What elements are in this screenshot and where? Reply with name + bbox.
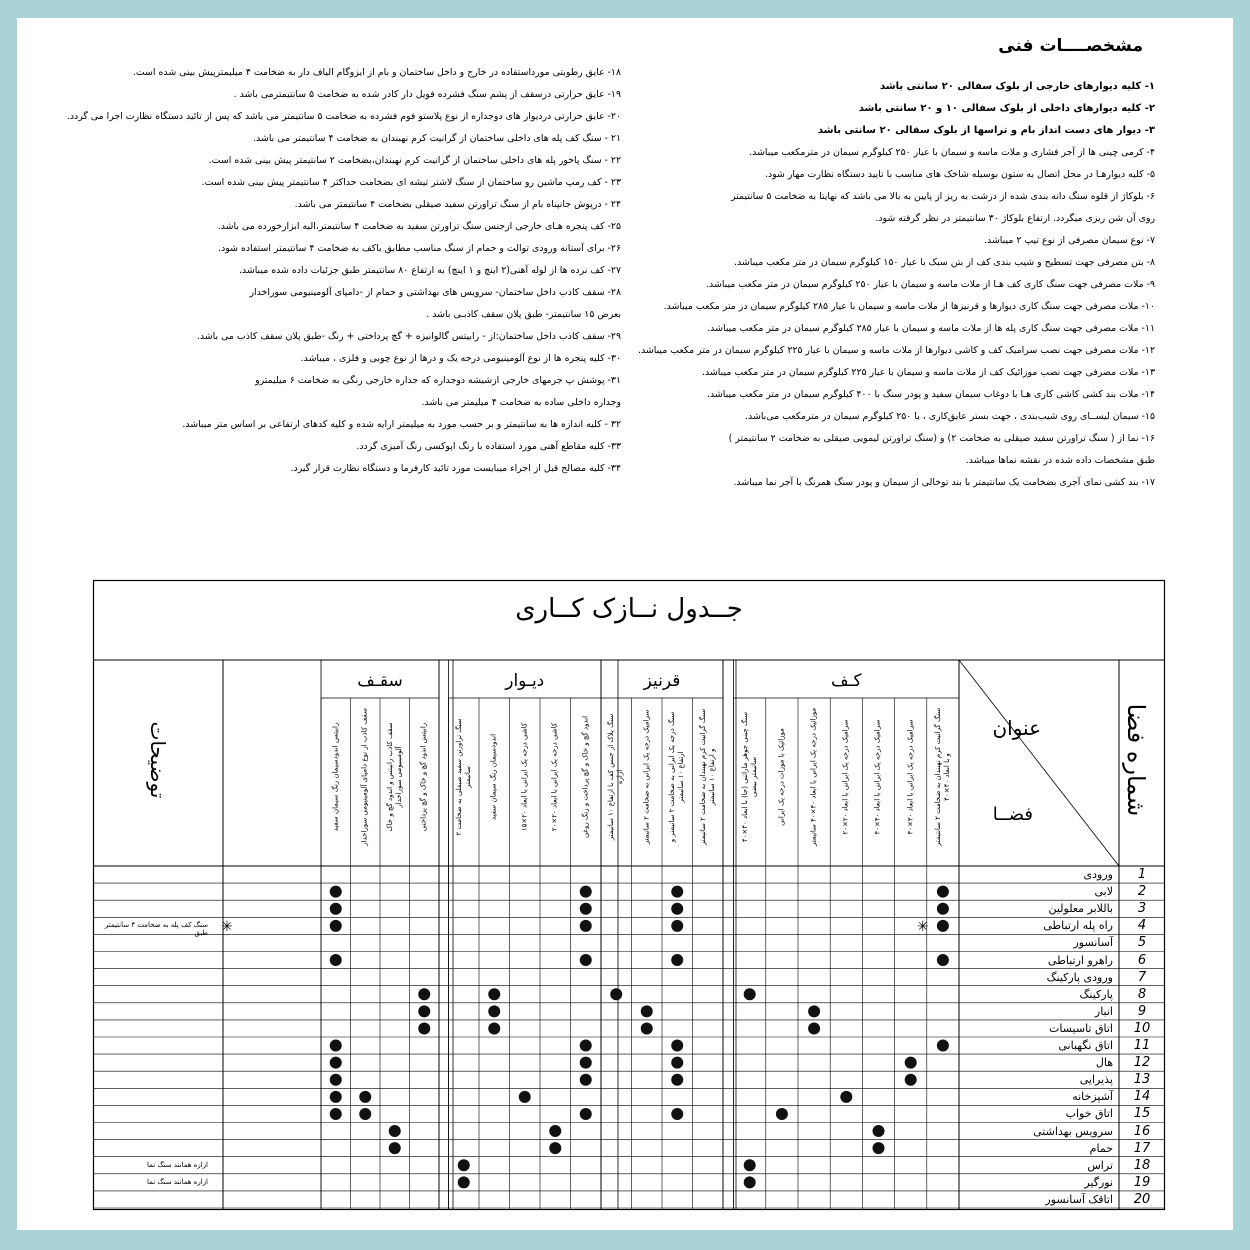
specs-right-column (635, 76, 1155, 494)
row-space-name: آسانسور (1073, 936, 1113, 950)
row-number: 3 (1137, 901, 1147, 917)
row-number: 7 (1137, 969, 1147, 985)
finish-mark (458, 1159, 470, 1171)
finish-mark (330, 1074, 342, 1086)
spec-item: ۱- کلیه دیوارهای خارجی از بلوک سفالی ۲۰ سانتی باشد (880, 81, 1155, 92)
row-space-name: باللابر معلولین (1048, 902, 1113, 916)
finish-mark (808, 1005, 820, 1017)
spec-item: ۱۲- ملات مصرفی جهت نصب سرامیک کف و کاشی دیوارها از ملات ماسه و سیمان با عیار ۲۲۵ کیلوگرم سیمان در متر مکعب میباشد. (637, 345, 1155, 356)
spec-item: ۱۵- سیمان لیســای روی شیب‌بندی ، جهت بستر عایق‌کاری ، با ۲۵۰ کیلوگرم سیمان در مترمکعب می‌باشد. (745, 411, 1155, 422)
column-header: کاشی درجه یک ایرانی با ابعاد ۲۰×۲۰ (550, 722, 559, 832)
row-space-name: انبار (1094, 1004, 1113, 1018)
finish-mark (641, 1022, 653, 1034)
finish-mark (580, 1074, 592, 1086)
row-space-name: اتاقک آسانسور (1045, 1192, 1113, 1206)
finish-mark (905, 1057, 917, 1069)
group-header: سقـف (357, 671, 403, 691)
asterisk-icon: ✳ (221, 918, 233, 935)
finish-mark (671, 1057, 683, 1069)
finish-mark (937, 954, 949, 966)
finish-mark (937, 903, 949, 915)
row-number: 19 (1133, 1174, 1151, 1190)
spec-item: ۱۸- عایق رطوبتی مورداستفاده در خارج و داخل ساختمان و بام از ایزوگام الیاف دار به ضخامت ۴ میلیمترپیش بینی شده است. (132, 67, 621, 78)
column-header: اندود گچ و خاک و گچ پرداخت و رنگ روغن (581, 715, 590, 839)
finish-mark (580, 903, 592, 915)
row-space-name: اتاق خواب (1065, 1107, 1113, 1121)
finish-mark (330, 1040, 342, 1052)
finish-mark (330, 903, 342, 915)
row-space-name: ورودی پارکینگ (1046, 970, 1113, 984)
finish-mark (671, 954, 683, 966)
finish-mark (488, 1005, 500, 1017)
notes-column-header: توضیحات (146, 721, 170, 799)
finish-mark (580, 1040, 592, 1052)
finish-mark (580, 1108, 592, 1120)
column-header: سقف کاذب از نوع دامپای آلومینیومی سوراخدار (360, 708, 369, 846)
finish-mark (359, 1091, 371, 1103)
finish-mark (937, 920, 949, 932)
spec-item: ۲۹- سقف کاذب داخل ساختمان:از - رابیتس گالوانیزه + گچ پرداختی + رنگ -طبق پلان سقف کاذب می باشد. (196, 331, 621, 342)
spec-item: ۲۲ - سنگ پاخور پله های داخلی ساختمان از گرانیت کرم نهبندان،بضخامت ۲ سانتیمتر پیش بینی شده است. (208, 155, 621, 166)
column-header: رابیتس اندود گچ و خاک و گچ پرداختی (419, 722, 428, 832)
spec-item: ۳۰- کلیه پنجره ها از نوع آلومینیومی درجه یک و درها از نوع چوبی و فلزی ، میباشد. (300, 353, 621, 364)
spec-item: ۲۶- برای آستانه ورودی توالت و حمام از سنگ مناسب مطابق باکف به ضخامت ۴ سانتیمتر استفاده شود. (218, 243, 621, 254)
finish-mark (840, 1091, 852, 1103)
column-header: کاشی درجه یک ایرانی با ابعاد ۲۰×۱۵ (520, 722, 529, 832)
finish-mark (671, 1040, 683, 1052)
spec-item: ۲۴ - درپوش جانپناه بام از سنگ تراورتن سفید صیقلی بضخامت ۴ سانتیمتر می باشد. (294, 199, 621, 210)
specs-title: مشخصــــات فنی (998, 36, 1143, 56)
finish-mark (330, 1057, 342, 1069)
column-header: سرامیک درجه یک ایرانی با ابعاد ۴۰×۴۰ (873, 719, 882, 835)
spec-item: طبق مشخصات داده شده در نقشه نماها میباشد. (965, 455, 1155, 466)
finish-mark (937, 886, 949, 898)
row-note: ازاره همانند سنگ نما (147, 1177, 208, 1186)
column-header: سنگ پلاک از جنس کف با ارتفاع ۱۰ ساتیمتر ازاره (607, 713, 625, 841)
spec-item: ۲۷- کف نرده ها از لوله آهنی(۲ اینچ و ۱ اینچ) به ارتفاع ۸۰ سانتیمتر طبق جزئیات داده شده میباشد. (238, 265, 621, 276)
finish-mark (580, 954, 592, 966)
finish-mark (808, 1022, 820, 1034)
finish-mark (359, 1108, 371, 1120)
finish-mark (671, 1108, 683, 1120)
row-number: 14 (1133, 1089, 1151, 1105)
column-header: سنگ گرانیت کرم نهبندان به ضخامت ۲ سانتیمتر و با ابعاد ۴۰×۴۰ (933, 707, 951, 847)
group-header: دیـوار (505, 671, 545, 691)
finish-mark (330, 954, 342, 966)
spec-item: ۲۱ - سنگ کف پله های داخلی ساختمان از گرانیت کرم نهبندان به ضخامت ۴ سانتیمتر می باشد. (253, 133, 621, 144)
column-header: سنگ چینی جوهر ماراتنی (جا) با ابعاد ۴۰×۴۰ ساتیمتر بیضی (740, 711, 758, 843)
row-number: 5 (1137, 935, 1147, 951)
finish-mark (744, 988, 756, 1000)
row-number: 9 (1137, 1003, 1147, 1019)
number-column-header: شماره فضا (1122, 703, 1150, 817)
column-header: اندودسیمان رنگ سیمان سفید (489, 733, 498, 821)
spec-item: ۲- کلیه دیوارهای داخلی از بلوک سفالی ۱۰ و ۲۰ سانتی باشد (858, 103, 1155, 114)
finish-mark (905, 1074, 917, 1086)
row-number: 10 (1133, 1020, 1151, 1036)
spec-item: ۲۳ - کف رمپ ماشین رو ساختمان از سنگ لاشتر تیشه ای بضخامت حداکثر ۴ سانتیمتر پیش بینی شده است. (201, 177, 621, 188)
row-number: 18 (1133, 1157, 1151, 1173)
spec-item: ۴- کرمی چینی ها از آجر فشاری و ملات ماسه و سیمان با عیار ۲۵۰ کیلوگرم سیمان در مترمکعب میباشد. (749, 147, 1155, 158)
spec-item: ۲۰- عایق حرارتی دردیوار های دوجداره از نوع پلاستو فوم فشرده به ضخامت ۵ سانتیمتر می باشد که پس از تائید دستگاه نظارت اجرا می گردد. (66, 111, 621, 122)
drawing-sheet (17, 18, 1233, 1230)
spec-item: ۲۸- سقف کاذب داخل ساختمان- سرویس های بهداشتی و حمام از -دامپای آلومینیومی سوراخدار (249, 287, 621, 298)
row-space-name: پذیرایی (1079, 1073, 1113, 1087)
spec-item: وجداره داخلی ساده به ضخامت ۴ میلیمتر می باشد. (421, 397, 621, 408)
finish-mark (671, 1074, 683, 1086)
column-header: موزائیک درجه یک ایرانی با ابعاد ۴۰×۴۰ ساتیمتر (809, 707, 818, 847)
row-number: 4 (1137, 918, 1147, 934)
spec-item: ۱۶- نما از ( سنگ تراورتن سفید صیقلی به ضخامت ۲) و (سنگ تراورتن لیمویی صیقلی به ضخامت ۲ سانتیمتر ) (728, 433, 1155, 444)
row-number: 17 (1133, 1140, 1151, 1156)
row-number: 13 (1133, 1072, 1151, 1088)
spec-item: ۳۲ - کلیه اندازه ها به سانتیمتر و بر حسب مورد به میلیمتر ارایه شده و کلیه کدهای ارتفاعی بر اساس متر میباشد. (182, 419, 621, 430)
row-space-name: اتاق نگهبانی (1058, 1039, 1113, 1052)
finish-mark (330, 886, 342, 898)
row-number: 16 (1133, 1123, 1151, 1139)
asterisk-icon: ✳ (916, 918, 929, 935)
column-header: سرامیک درجه یک ایرانی به ضخامت ۲ ساتیمتر (642, 709, 651, 845)
column-header: سنگ درجه یک ایرانی به ضخامت ۲ ساتیمتر و ارتفاع ۱۰ ساتیمتر (668, 711, 686, 843)
row-space-name: سرویس بهداشتی (1033, 1124, 1113, 1138)
finish-mark (488, 988, 500, 1000)
finish-mark (671, 920, 683, 932)
column-header: سرامیک درجه یک ایرانی با ابعاد ۲۰×۲۰ (841, 719, 850, 835)
spec-item: ۱۹- عایق حرارتی درسقف از پشم سنگ فشرده فویل دار کادر شده به ضخامت ۵ سانتیمترمی باشد . (233, 89, 621, 100)
finish-mark (776, 1108, 788, 1120)
spec-item: ۶- بلوکاژ از قلوه سنگ دانه بندی شده از درشت به ریز از پایین به بالا می باشد که نهایتا به ضخامت ۵ سانتیمتر (730, 191, 1155, 202)
row-number: 12 (1133, 1055, 1151, 1071)
finish-mark (418, 988, 430, 1000)
finish-mark (418, 1022, 430, 1034)
spec-item: بعرض ۱۵ سانتیمتر- طبق پلان سقف کاذبـی باشد . (426, 309, 621, 320)
row-space-name: آشپزخانه (1072, 1090, 1113, 1104)
finish-mark (580, 920, 592, 932)
spec-item: ۹- ملات مصرفی جهت سنگ کاری کف هـا از ملات ماسه و سیمان با عیار ۲۵۰ کیلوگرم سیمان در متر مکعب میباشد. (706, 279, 1155, 290)
spec-item: ۳- دیوار های دست انداز بام و تراسها از بلوک سفالی ۲۰ سانتی باشد (817, 125, 1155, 136)
row-space-name: پارکینگ (1079, 987, 1113, 1001)
finish-mark (549, 1125, 561, 1137)
finish-mark (610, 988, 622, 1000)
column-header: موزائیک با موزات درجه یک ایرانی (777, 728, 786, 826)
finish-mark (330, 1091, 342, 1103)
row-space-name: راهرو ارتباطی (1047, 953, 1113, 967)
finish-mark (549, 1142, 561, 1154)
finish-mark (330, 920, 342, 932)
finish-mark (458, 1176, 470, 1188)
faza-header: فضــا (992, 804, 1033, 825)
column-header: سقف کاذب رابیتس و اندود گچ و خاک آلومینیومی سوراخدار (385, 722, 403, 832)
row-space-name: ورودی (1083, 868, 1113, 881)
column-header: سنگ گرانیت کرم نهبندان به ضخامت ۲ ساتیمتر و ارتفاع ۱۰ ساتیمتر (698, 708, 716, 846)
spec-item: ۷- نوع سیمان مصرفی از نوع تیپ ۲ میباشد. (984, 235, 1155, 246)
row-note: سنگ کف پله به ضخامت ۴ سانتیمتر طبق (104, 921, 208, 938)
column-header: سرامیک درجه یک ایرانی با ابعاد ۳۰×۳۰ (906, 719, 915, 835)
spec-item: ۱۷- بند کشی نمای آجری بضخامت یک سانتیمتر با بند توخالی از سیمان و پودر سنگ همرنگ با آجر نما میباشد. (733, 477, 1155, 488)
column-header: رابیتس اندودسیمان رنگ سیمان سفید (331, 722, 340, 832)
row-space-name: تراس (1087, 1158, 1113, 1172)
row-space-name: هال (1095, 1056, 1113, 1070)
spec-item: ۳۴- کلیه مصالح قبل از اجراء میبایست مورد تائید کارفرما و دستگاه نظارت قرار گیرد. (290, 463, 621, 474)
group-header: قرنیز (643, 671, 681, 691)
row-number: 6 (1137, 952, 1147, 968)
onvan-header: عنوان (992, 716, 1041, 740)
finish-mark (519, 1091, 531, 1103)
specs-left-column (66, 62, 621, 480)
row-number: 2 (1137, 884, 1147, 900)
finish-mark (744, 1159, 756, 1171)
finish-mark (671, 886, 683, 898)
column-header: سنگ تراورتن سفید صیقلی به ضخامت ۲ ساتیمتر (454, 718, 472, 836)
row-space-name: اتاق تاسیسات (1049, 1021, 1113, 1035)
spec-item: ۱۱- ملات مصرفی جهت سنگ کاری پله ها از ملات ماسه و سیمان با عیار ۲۸۵ کیلوگرم سیمان در متر مکعب میباشد. (707, 323, 1155, 334)
finish-mark (580, 1057, 592, 1069)
row-number: 20 (1133, 1191, 1151, 1207)
finishing-table (93, 580, 1165, 1210)
finish-mark (389, 1125, 401, 1137)
row-space-name: حمام (1089, 1141, 1113, 1155)
row-space-name: نورگیر (1084, 1175, 1113, 1189)
finish-mark (937, 1040, 949, 1052)
finish-mark (389, 1142, 401, 1154)
spec-item: ۱۰- ملات مصرفی جهت سنگ کاری دیوارها و قرنیزها از ملات ماسه و سیمان با عیار ۲۸۵ کیلوگرم سیمان در متر مکعب میباشد. (663, 301, 1155, 312)
finish-mark (418, 1005, 430, 1017)
row-number: 11 (1133, 1038, 1151, 1053)
finish-mark (744, 1176, 756, 1188)
spec-item: ۱۳- ملات مصرفی جهت نصب موزائیک کف از ملات ماسه و سیمان با عیار ۲۲۵ کیلوگرم سیمان در متر مکعب میباشد. (702, 367, 1155, 378)
group-header: کـف (830, 671, 862, 691)
grid-line (959, 660, 1119, 866)
spec-item: ۸- بتن مصرفی جهت تسطیح و شیب بندی کف از بتن سبک با عیار ۱۵۰ کیلوگرم سیمان در متر مکعب میباشد. (733, 257, 1155, 268)
finish-mark (671, 903, 683, 915)
spec-item: ۳۳- کلیه مقاطع آهنی مورد استفاده با رنگ اپوکسی رنگ آمیزی گردد. (356, 441, 621, 452)
finish-mark (873, 1125, 885, 1137)
spec-item: ۱۴- ملات بند کشی کاشی کاری هـا با دوغاب سیمان سفید و پودر سنگ با ۴۰۰ کیلوگرم سیمان در متر مکعب میباشد. (707, 389, 1155, 400)
spec-item: روی آن شن ریزی میگردد. ارتفاع بلوکاژ ۳۰ سانتیمتر در نظر گرفته شود. (875, 213, 1155, 224)
finish-mark (873, 1142, 885, 1154)
spec-item: ۳۱- پوشش پ جرمهای خارجی ازشیشه دوجداره که جداره خارجی رنگی به ضخامت ۶ میلیمترو (255, 375, 621, 386)
spec-item: ۵- کلیه دیوارهـا در محل اتصال به ستون بوسیله شاخک های مناسب با تایید دستگاه نظارت مهار شود. (764, 169, 1155, 180)
row-number: 1 (1137, 867, 1147, 882)
row-number: 8 (1137, 986, 1147, 1002)
row-space-name: لابی (1094, 885, 1113, 899)
finish-mark (580, 886, 592, 898)
finish-mark (330, 1108, 342, 1120)
finish-mark (641, 1005, 653, 1017)
row-number: 15 (1133, 1106, 1151, 1122)
finish-mark (488, 1022, 500, 1034)
row-note: ازاره همانند سنگ نما (147, 1160, 208, 1169)
spec-item: ۲۵- کف پنجره هـای خارجی ازجنس سنگ تراورتن سفید به ضخامت ۴ سانتیمتر،البه ابزارخورده می باشد. (217, 221, 621, 232)
table-title: جــدول نــازک کــاری (515, 594, 743, 624)
row-space-name: راه پله ارتباطی (1043, 919, 1113, 933)
